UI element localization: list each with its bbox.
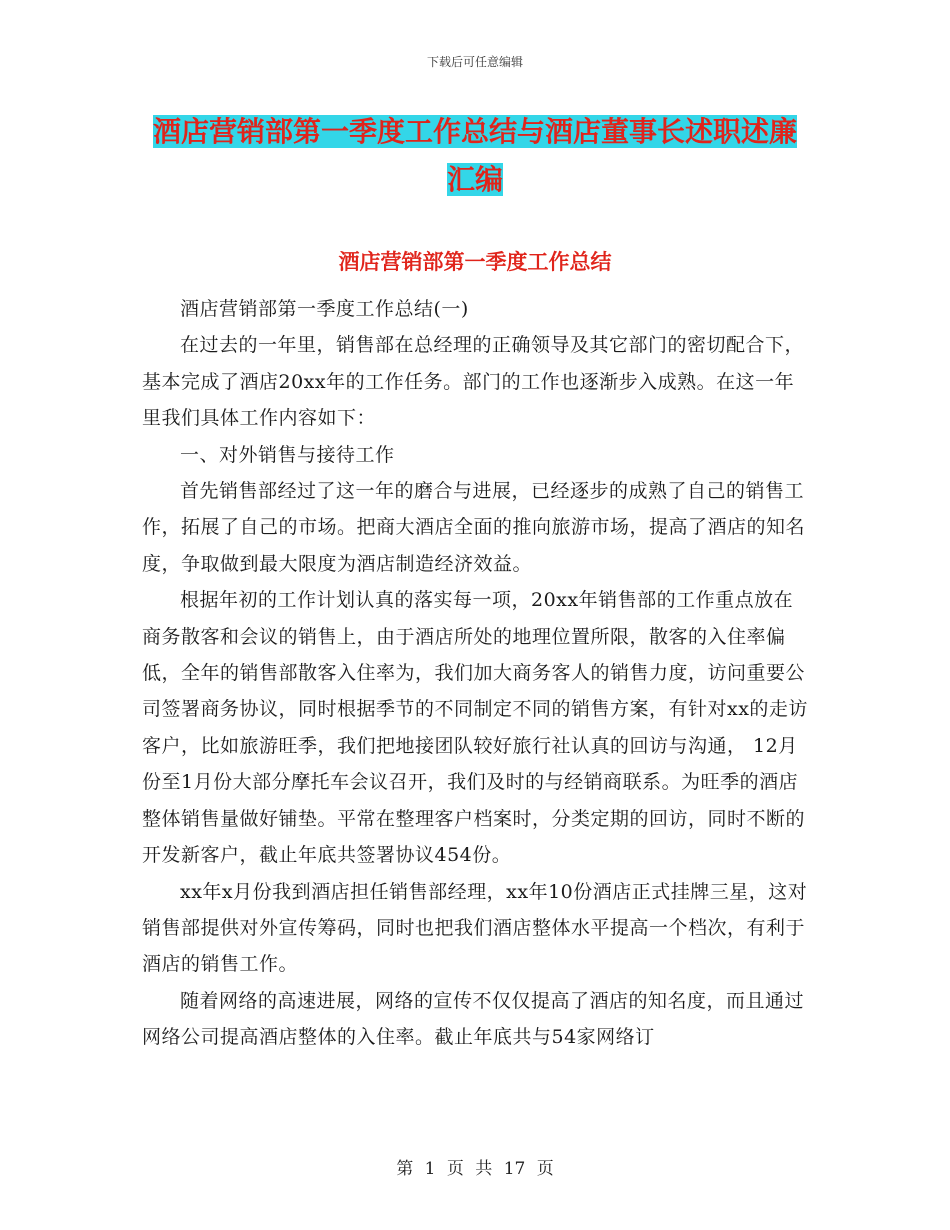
paragraph: 在过去的一年里，销售部在总经理的正确领导及其它部门的密切配合下，基本完成了酒店20xx年的工作任务。部门的工作也逐渐步入成熟。在这一年里我们具体工作内容如下： — [142, 334, 805, 430]
paragraph: xx年x月份我到酒店担任销售部经理，xx年10份酒店正式挂牌三星，这对销售部提供对外宣传筹码，同时也把我们酒店整体水平提高一个档次，有利于酒店的销售工作。 — [142, 880, 808, 976]
paragraph: 根据年初的工作计划认真的落实每一项，20xx年销售部的工作重点放在商务散客和会议的销售上，由于酒店所处的地理位置所限，散客的入住率偏低，全年的销售部散客入住率为，我们加大商务客人的销售力度，访问重要公司签署商务协议，同时根据季节的不同制定不同的销售方案，有针对xx的走访客户，比如旅游旺季，我们把地接团队较好旅行社认真的回访与沟通， 12月份至1月份大部分摩托车会议召开，我们及时的与经销商联系。为旺季的酒店整体销售量做好铺垫。平常在整理客户档案时，分类定期的回访，同时不断的开发新客户，截止年底共签署协议454份。 — [142, 589, 808, 867]
document-title-line-2: 汇编 — [446, 163, 503, 196]
paragraph-heading: 一、对外销售与接待工作 — [180, 443, 395, 466]
paragraph-subtitle: 酒店营销部第一季度工作总结(一) — [180, 298, 469, 320]
document-title-line-1: 酒店营销部第一季度工作总结与酒店董事长述职述廉 — [152, 115, 797, 148]
paragraph: 随着网络的高速进展，网络的宣传不仅仅提高了酒店的知名度，而且通过网络公司提高酒店整体的入住率。截止年底共与54家网络订 — [142, 989, 805, 1049]
section-title: 酒店营销部第一季度工作总结 — [338, 249, 612, 274]
header-note: 下载后可任意编辑 — [426, 55, 523, 69]
document-title — [140, 108, 810, 204]
document-body — [142, 291, 808, 1056]
paragraph: 首先销售部经过了这一年的磨合与进展，已经逐步的成熟了自己的销售工作，拓展了自己的市场。把商大酒店全面的推向旅游市场，提高了酒店的知名度，争取做到最大限度为酒店制造经济效益。 — [142, 480, 806, 575]
page-number: 第 1 页 共 17 页 — [396, 1159, 554, 1179]
